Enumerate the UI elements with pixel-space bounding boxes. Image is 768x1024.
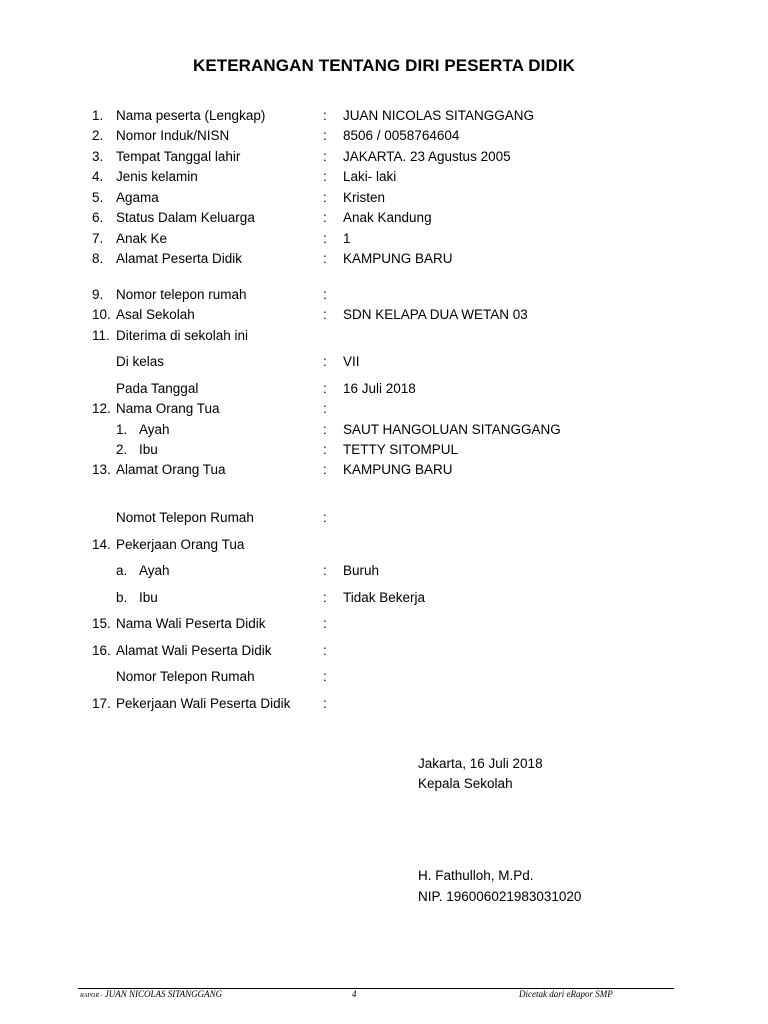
item-value: JAKARTA. 23 Agustus 2005 <box>343 149 511 164</box>
item-label: Ibu <box>139 442 158 457</box>
item-label: Pekerjaan Orang Tua <box>116 537 245 552</box>
info-row <box>0 667 768 687</box>
info-row <box>0 399 768 419</box>
info-row <box>0 208 768 228</box>
item-value: Buruh <box>343 563 380 578</box>
info-row <box>0 420 768 440</box>
item-label: Nama Wali Peserta Didik <box>116 616 266 631</box>
info-row <box>0 352 768 372</box>
item-label: Ibu <box>139 590 158 605</box>
item-number: 14. <box>92 537 111 552</box>
item-colon: : <box>323 210 327 225</box>
footer-printed-from: Dicetak dari eRapor SMP <box>519 989 613 999</box>
item-colon: : <box>323 401 327 416</box>
signature-nip: NIP. 196006021983031020 <box>418 889 582 904</box>
item-colon: : <box>323 251 327 266</box>
item-number: 17. <box>92 696 111 711</box>
item-colon: : <box>323 381 327 396</box>
item-colon: : <box>323 287 327 302</box>
info-row <box>0 249 768 269</box>
info-row <box>0 614 768 634</box>
item-value: KAMPUNG BARU <box>343 251 453 266</box>
item-label: Nomor Induk/NISN <box>116 128 230 143</box>
item-label: Di kelas <box>116 354 165 369</box>
footer-rapor-label: RAPOR - <box>80 993 103 999</box>
item-value: KAMPUNG BARU <box>343 462 453 477</box>
item-label: Diterima di sekolah ini <box>116 328 249 343</box>
item-label: Nama Orang Tua <box>116 401 220 416</box>
item-value: Kristen <box>343 190 386 205</box>
footer-student-name: JUAN NICOLAS SITANGGANG <box>104 989 223 999</box>
info-row <box>0 379 768 399</box>
item-colon: : <box>323 696 327 711</box>
item-number: 12. <box>92 401 111 416</box>
item-label: Jenis kelamin <box>116 169 198 184</box>
item-colon: : <box>323 128 327 143</box>
info-row <box>0 561 768 581</box>
item-colon: : <box>323 149 327 164</box>
item-number: 10. <box>92 307 111 322</box>
item-number: 3. <box>92 149 104 164</box>
item-colon: : <box>323 169 327 184</box>
info-row <box>0 694 768 714</box>
item-colon: : <box>323 108 327 123</box>
page-title: KETERANGAN TENTANG DIRI PESERTA DIDIK <box>192 56 576 75</box>
info-row <box>0 229 768 249</box>
item-colon: : <box>323 307 327 322</box>
item-value: Anak Kandung <box>343 210 432 225</box>
item-sub-number: a. <box>116 563 128 578</box>
item-label: Alamat Wali Peserta Didik <box>116 643 272 658</box>
item-colon: : <box>323 462 327 477</box>
item-label: Nama peserta (Lengkap) <box>116 108 266 123</box>
item-label: Tempat Tanggal lahir <box>116 149 241 164</box>
item-label: Ayah <box>139 563 170 578</box>
item-value: SDN KELAPA DUA WETAN 03 <box>343 307 528 322</box>
item-label: Alamat Peserta Didik <box>116 251 243 266</box>
item-label: Asal Sekolah <box>116 307 195 322</box>
item-label: Nomor telepon rumah <box>116 287 247 302</box>
signature-place-date: Jakarta, 16 Juli 2018 <box>418 756 543 771</box>
item-value: TETTY SITOMPUL <box>343 442 459 457</box>
item-value: 1 <box>343 231 351 246</box>
item-number: 5. <box>92 190 104 205</box>
item-number: 4. <box>92 169 104 184</box>
item-number: 15. <box>92 616 111 631</box>
signature-name: H. Fathulloh, M.Pd. <box>418 868 534 883</box>
item-value: 16 Juli 2018 <box>343 381 416 396</box>
item-value: Laki- laki <box>343 169 397 184</box>
footer-student <box>80 989 222 999</box>
item-label: Nomot Telepon Rumah <box>116 510 254 525</box>
item-label: Nomor Telepon Rumah <box>116 669 255 684</box>
item-value: SAUT HANGOLUAN SITANGGANG <box>343 422 561 437</box>
item-label: Pada Tanggal <box>116 381 199 396</box>
item-label: Status Dalam Keluarga <box>116 210 255 225</box>
item-value: VII <box>343 354 360 369</box>
item-value: JUAN NICOLAS SITANGGANG <box>343 108 535 123</box>
item-colon: : <box>323 510 327 525</box>
item-sub-number: 2. <box>116 442 128 457</box>
item-colon: : <box>323 190 327 205</box>
signature-role: Kepala Sekolah <box>418 776 513 791</box>
item-number: 11. <box>92 328 110 343</box>
item-value: 8506 / 0058764604 <box>343 128 460 143</box>
item-value: Tidak Bekerja <box>343 590 426 605</box>
info-row <box>0 535 768 555</box>
item-sub-number: b. <box>116 590 128 605</box>
item-colon: : <box>323 616 327 631</box>
item-number: 16. <box>92 643 111 658</box>
item-colon: : <box>323 422 327 437</box>
info-row <box>0 326 768 346</box>
item-number: 8. <box>92 251 104 266</box>
info-row <box>0 106 768 126</box>
info-row <box>0 167 768 187</box>
item-colon: : <box>323 442 327 457</box>
item-colon: : <box>323 669 327 684</box>
footer-page-number: 4 <box>352 989 357 999</box>
item-label: Pekerjaan Wali Peserta Didik <box>116 696 291 711</box>
item-number: 2. <box>92 128 104 143</box>
item-colon: : <box>323 643 327 658</box>
info-row <box>0 188 768 208</box>
item-number: 9. <box>92 287 104 302</box>
item-colon: : <box>323 590 327 605</box>
info-row <box>0 440 768 460</box>
item-label: Anak Ke <box>116 231 168 246</box>
info-row <box>0 508 768 528</box>
item-number: 7. <box>92 231 104 246</box>
item-number: 1. <box>92 108 104 123</box>
info-row <box>0 460 768 480</box>
info-row <box>0 588 768 608</box>
info-row <box>0 285 768 305</box>
item-colon: : <box>323 563 327 578</box>
item-label: Alamat Orang Tua <box>116 462 226 477</box>
item-label: Ayah <box>139 422 170 437</box>
item-label: Agama <box>116 190 159 205</box>
item-sub-number: 1. <box>116 422 128 437</box>
info-row <box>0 641 768 661</box>
info-row <box>0 305 768 325</box>
info-row <box>0 147 768 167</box>
item-number: 6. <box>92 210 104 225</box>
item-number: 13. <box>92 462 111 477</box>
item-colon: : <box>323 354 327 369</box>
info-row <box>0 126 768 146</box>
item-colon: : <box>323 231 327 246</box>
